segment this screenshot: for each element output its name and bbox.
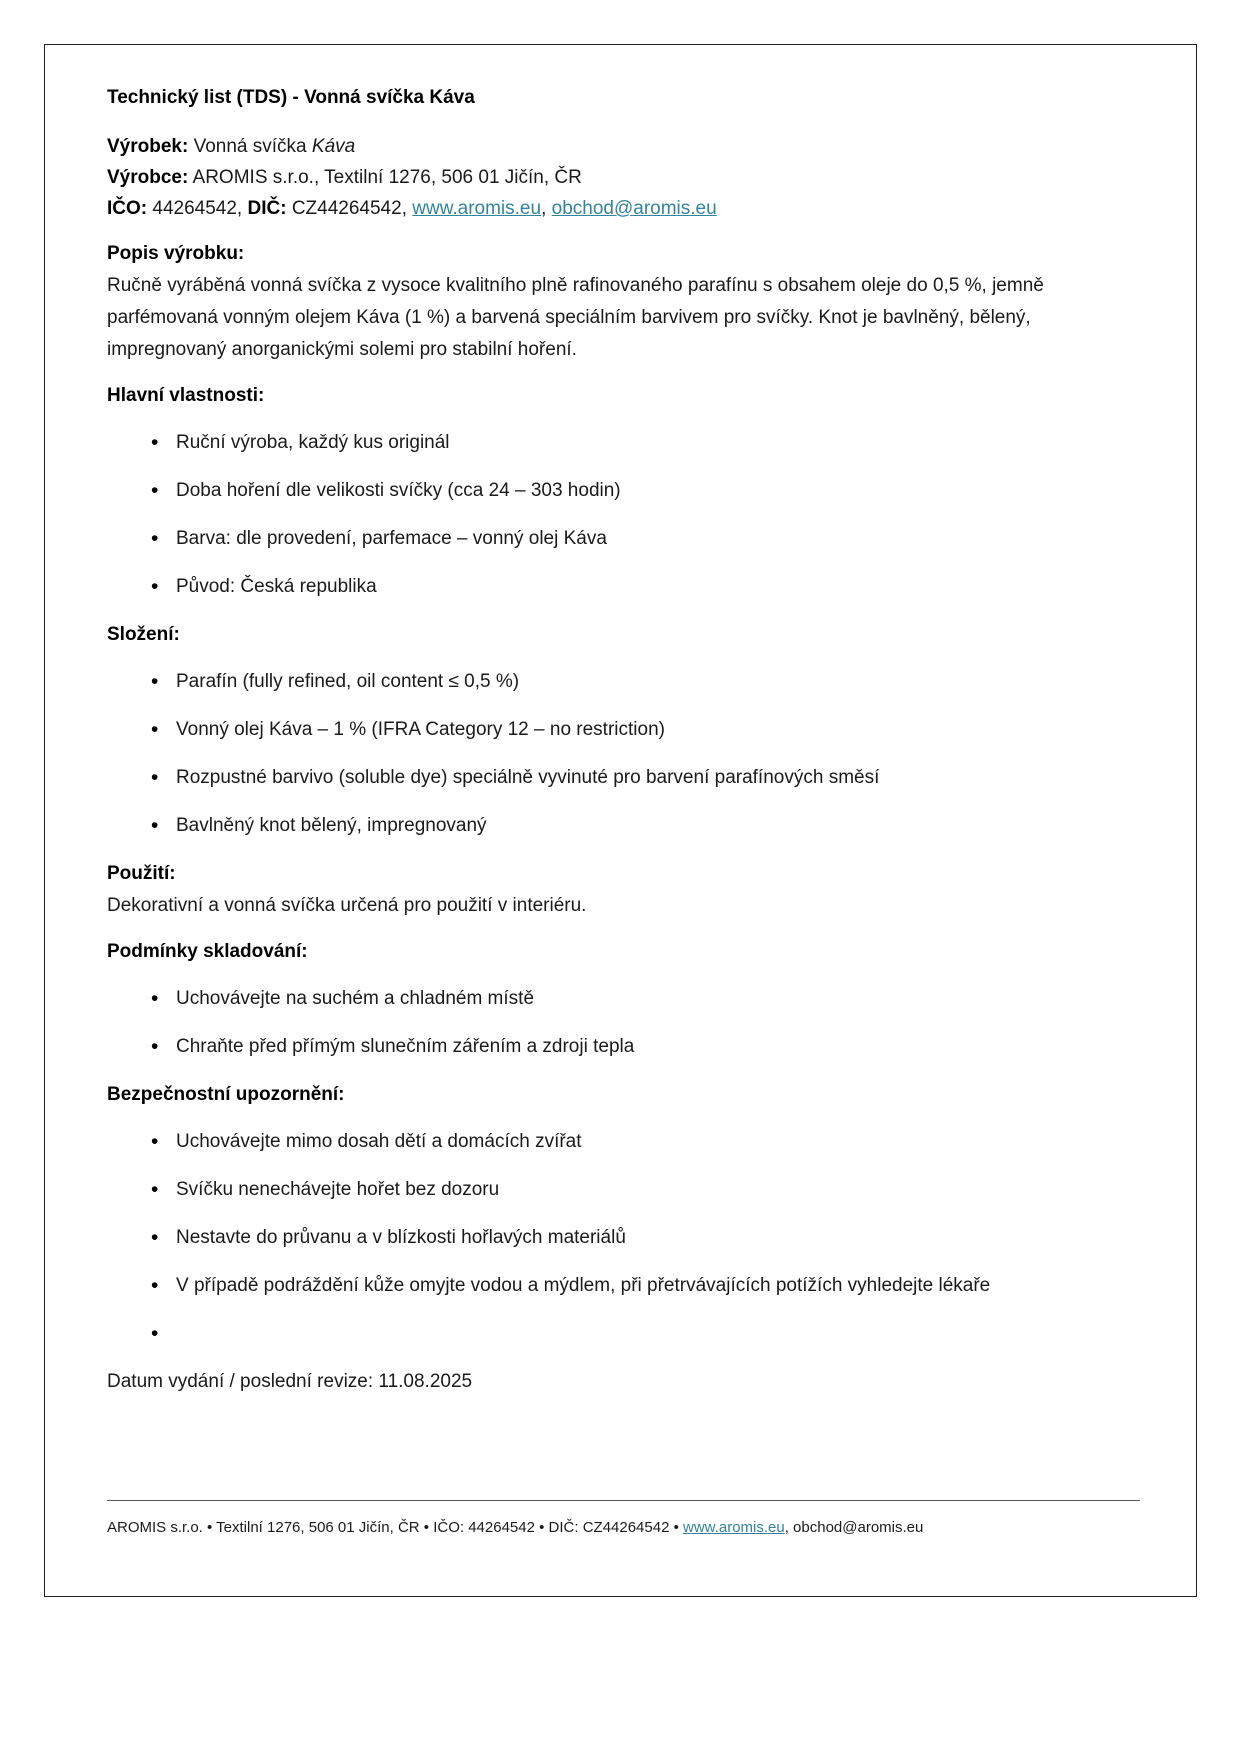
manufacturer-value: AROMIS s.r.o., Textilní 1276, 506 01 Jičín, ČR [188, 167, 582, 188]
ico-label: IČO: [107, 198, 148, 219]
manufacturer-label: Výrobce: [107, 167, 189, 188]
popis-paragraph: Ručně vyráběná vonná svíčka z vysoce kvalitního plně rafinovaného parafínu s obsahem oleje do 0,5 %, jemně parfémovaná vonným olejem Káva (1 %) a barvená speciálním barvivem pro svíčky. Knot je bavlněný, bělený, impregnovaný anorganickými solemi pro stabilní hoření. [107, 275, 1044, 360]
product-line [107, 131, 1140, 162]
section-heading-popis: Popis výrobku: [107, 243, 245, 264]
revision-date-line: Datum vydání / poslední revize: 11.08.2025 [107, 1371, 473, 1392]
product-name-italic: Káva [311, 136, 356, 157]
footer-website-link[interactable]: www.aromis.eu [683, 1519, 785, 1536]
website-link[interactable]: www.aromis.eu [412, 198, 542, 219]
list-item: • Bavlněný knot bělený, impregnovaný [107, 810, 1140, 842]
list-item: • Ruční výroba, každý kus originál [107, 427, 1140, 459]
link-separator: , [541, 198, 552, 219]
list-item: • Doba hoření dle velikosti svíčky (cca 24 – 303 hodin) [107, 475, 1140, 507]
skladovani-list [107, 983, 1140, 1063]
list-item: • Nestavte do průvanu a v blízkosti hořlavých materiálů [107, 1222, 1140, 1254]
page-border-frame [44, 44, 1197, 1597]
list-item: • Uchovávejte mimo dosah dětí a domácích zvířat [107, 1126, 1140, 1158]
dic-label: DIČ: [247, 198, 287, 219]
slozeni-list [107, 666, 1140, 842]
list-item: • V případě podráždění kůže omyjte vodou a mýdlem, při přetrvávajících potížích vyhledejte lékaře [107, 1270, 1140, 1302]
pouziti-paragraph: Dekorativní a vonná svíčka určená pro použití v interiéru. [107, 895, 587, 916]
list-item: • Vonný olej Káva – 1 % (IFRA Category 12 – no restriction) [107, 714, 1140, 746]
dic-value: CZ44264542, [286, 198, 413, 219]
email-link[interactable]: obchod@aromis.eu [551, 198, 717, 219]
footer-email-text: , obchod@aromis.eu [784, 1519, 924, 1536]
vlastnosti-list [107, 427, 1140, 603]
list-item: • Barva: dle provedení, parfemace – vonný olej Káva [107, 523, 1140, 555]
list-item: • Svíčku nenechávejte hořet bez dozoru [107, 1174, 1140, 1206]
footer-text: AROMIS s.r.o. • Textilní 1276, 506 01 Jičín, ČR • IČO: 44264542 • DIČ: CZ44264542 • [107, 1519, 684, 1536]
list-item: • Uchovávejte na suchém a chladném místě [107, 983, 1140, 1015]
product-label: Výrobek: [107, 136, 189, 157]
section-heading-slozeni: Složení: [107, 624, 180, 645]
bezpecnost-list [107, 1126, 1140, 1350]
registration-line [107, 193, 1140, 224]
document-title: Technický list (TDS) - Vonná svíčka Káva [107, 87, 475, 108]
section-heading-skladovani: Podmínky skladování: [107, 941, 308, 962]
manufacturer-line [107, 162, 1140, 193]
section-heading-vlastnosti: Hlavní vlastnosti: [107, 385, 265, 406]
product-value: Vonná svíčka [188, 136, 312, 157]
section-heading-pouziti: Použití: [107, 863, 176, 884]
list-item: • Původ: Česká republika [107, 571, 1140, 603]
list-item: • Chraňte před přímým slunečním zářením a zdroji tepla [107, 1031, 1140, 1063]
ico-value: 44264542, [147, 198, 248, 219]
list-item: • Rozpustné barvivo (soluble dye) speciálně vyvinuté pro barvení parafínových směsí [107, 762, 1140, 794]
page-footer [107, 1500, 1140, 1538]
section-heading-bezpecnost: Bezpečnostní upozornění: [107, 1084, 345, 1105]
list-item: • Parafín (fully refined, oil content ≤ 0,5 %) [107, 666, 1140, 698]
list-item-empty [107, 1318, 1140, 1350]
